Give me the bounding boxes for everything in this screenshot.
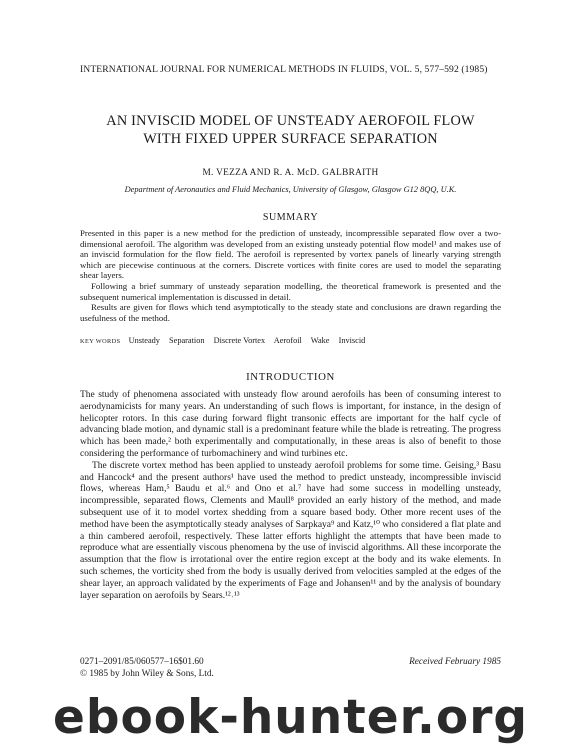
body-paragraph: The study of phenomena associated with unsteady flow around aerofoils has been of consuming interest to aerodynamicists for many years. An understanding of such flows is important, for instance, in the design of helicopter rotors. In this case during forward flight transonic effects are important for the half cycle of advancing blade motion, and dynamic stall is a predominant feature while the blade is retreating. The progress which has been made,² both experimentally and computationally, in these areas is also of benefit to those considering the performance of turbomachinery and wind turbines etc. — [80, 390, 501, 459]
summary-heading: SUMMARY — [262, 212, 319, 223]
keywords-label: KEY WORDS — [80, 338, 121, 345]
keyword: Unsteady — [128, 336, 160, 345]
keyword: Aerofoil — [273, 336, 302, 345]
keyword: Separation — [169, 336, 205, 345]
summary-paragraph: Results are given for flows which tend asymptotically to the steady state and conclusions are drawn regarding the usefulness of the method. — [80, 302, 501, 323]
footer-copyright: © 1985 by John Wiley & Sons, Ltd. — [80, 668, 214, 679]
summary-paragraph: Presented in this paper is a new method for the prediction of unsteady, incompressible separated flow over a two-dimensional aerofoil. The algorithm was developed from an existing unsteady potential flow model¹ and makes use of an inviscid formulation for the flow field. The aerofoil is represented by vortex panels of linearly varying strength which are piecewise continuous at the corners. Discrete vortices with finite cores are used to model the separating shear layers. — [80, 228, 501, 281]
paper-title — [60, 112, 521, 148]
keyword: Discrete Vortex — [213, 336, 266, 345]
authors: M. VEZZA AND R. A. McD. GALBRAITH — [202, 168, 379, 178]
summary-paragraph: Following a brief summary of unsteady separation modelling, the theoretical framework is presented and the subsequent numerical implementation is discussed in detail. — [80, 280, 501, 302]
watermark-banner — [0, 688, 581, 750]
received-date: Received February 1985 — [409, 657, 501, 667]
introduction-body — [80, 390, 501, 602]
keyword: Wake — [310, 336, 330, 345]
affiliation: Department of Aeronautics and Fluid Mechanics, University of Glasgow, Glasgow G12 8QQ, U.K. — [124, 185, 457, 194]
title-line-2: WITH FIXED UPPER SURFACE SEPARATION — [143, 131, 438, 147]
footer-publication-info — [80, 657, 320, 680]
journal-header: INTERNATIONAL JOURNAL FOR NUMERICAL METHODS IN FLUIDS, VOL. 5, 577–592 (1985) — [80, 64, 488, 75]
body-paragraph: The discrete vortex method has been applied to unsteady aerofoil problems for some time. Geising,³ Basu and Hancock⁴ and the present authors¹ have used the method to predict unsteady, incompressible inviscid flows, whereas Ham,⁵ Baudu et al.⁶ and Ono et al.⁷ have had some success in modelling unsteady, incompressible, separated flows, Clements and Maull⁸ provided an early history of the method, and made subsequent use of it to model vortex shedding from a square based body. Other more recent uses of the method have been the asymptotically steady analyses of Sarpkaya⁹ and Katz,¹⁰ who considered a flat plate and a thin cambered aerofoil, respectively. These latter efforts highlight the attempts that have been made to reproduce what are essentially viscous phenomena by the use of inviscid algorithms. All these incorporate the assumption that the flow is irrotational over the entire region except at the body and its wake elements. In such schemes, the vorticity shed from the body is usually derived from velocities sampled at the edges of the shear layer, an approach validated by the experiments of Fage and Johansen¹¹ and by the analysis of boundary layer separation on aerofoils by Sears.¹²˒¹³ — [80, 460, 501, 601]
footer-code: 0271–2091/85/060577–16$01.60 — [80, 657, 204, 667]
keyword: Inviscid — [338, 336, 366, 345]
title-line-1: AN INVISCID MODEL OF UNSTEADY AEROFOIL FLOW — [106, 113, 475, 129]
summary-abstract — [80, 228, 501, 323]
watermark-text: ebook-hunter.org — [52, 690, 529, 745]
keywords-line — [80, 336, 501, 345]
introduction-heading: INTRODUCTION — [246, 371, 335, 383]
